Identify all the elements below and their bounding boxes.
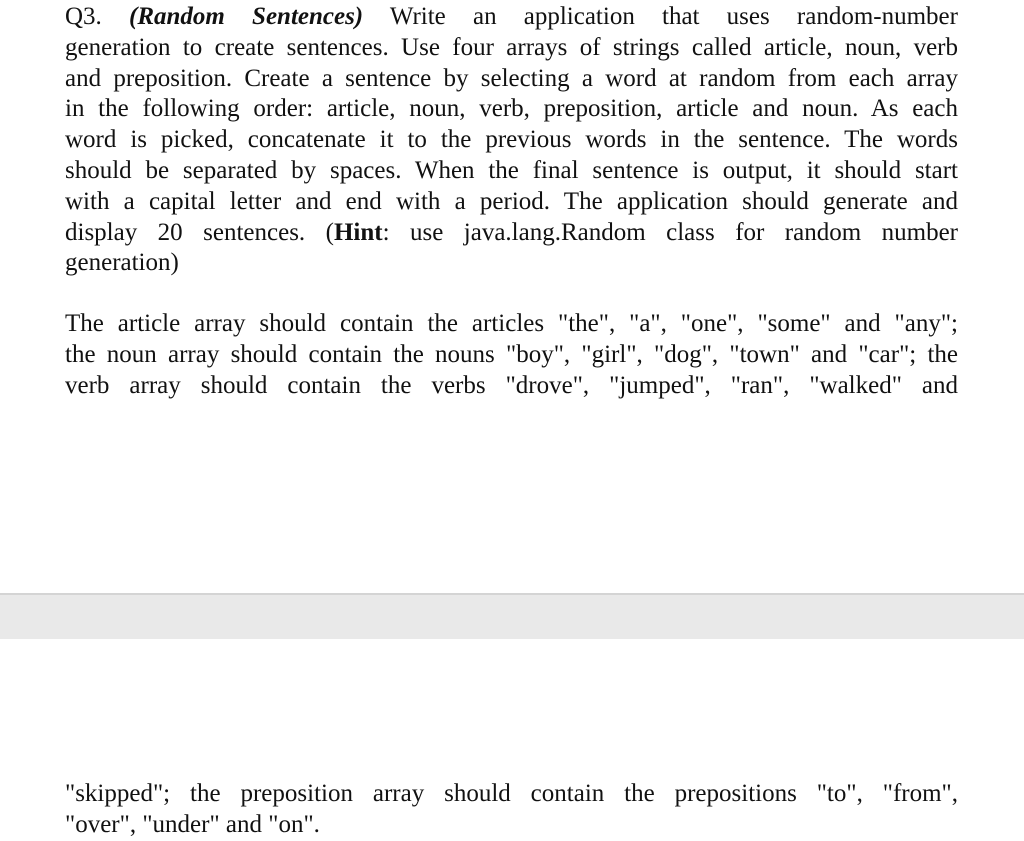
continuation-line-2: "over", "under" and "on". xyxy=(65,810,320,838)
question-line-8 xyxy=(65,218,958,249)
question-line-2: generation to create sentences. Use four arrays of strings called article, noun, verb xyxy=(65,33,958,61)
question-number: Q3. xyxy=(65,3,102,30)
question-line-5: word is picked, concatenate it to the previous words in the sentence. The words xyxy=(65,126,958,154)
page-break-divider xyxy=(0,593,1024,639)
question-paragraph xyxy=(65,2,958,279)
question-line-7: with a capital letter and end with a period. The application should generate and xyxy=(65,187,958,215)
hint-label: Hint xyxy=(333,218,383,246)
arrays-line-1: The article array should contain the articles "the", "a", "one", "some" and "any"; xyxy=(65,310,958,337)
question-line-1 xyxy=(65,2,958,33)
question-line-3: and preposition. Create a sentence by selecting a word at random from each array xyxy=(65,64,958,92)
hint-prefix: display 20 sentences. ( xyxy=(65,218,334,246)
question-line-6: should be separated by spaces. When the final sentence is output, it should start xyxy=(65,156,958,184)
question-line-1-text: Write an application that uses random-number xyxy=(389,3,958,30)
hint-text: : use java.lang.Random class for random number xyxy=(382,218,958,246)
continuation-paragraph xyxy=(65,779,958,841)
arrays-line-3: verb array should contain the verbs "drove", "jumped", "ran", "walked" and xyxy=(65,371,958,399)
arrays-line-2: the noun array should contain the nouns "boy", "girl", "dog", "town" and "car"; the xyxy=(65,340,958,368)
continuation-line-1: "skipped"; the preposition array should contain the prepositions "to", "from", xyxy=(65,780,958,807)
question-line-4: in the following order: article, noun, verb, preposition, article and noun. As each xyxy=(65,95,958,123)
question-line-9: generation) xyxy=(65,249,179,277)
question-title: (Random Sentences) xyxy=(129,3,364,30)
arrays-paragraph xyxy=(65,309,958,401)
